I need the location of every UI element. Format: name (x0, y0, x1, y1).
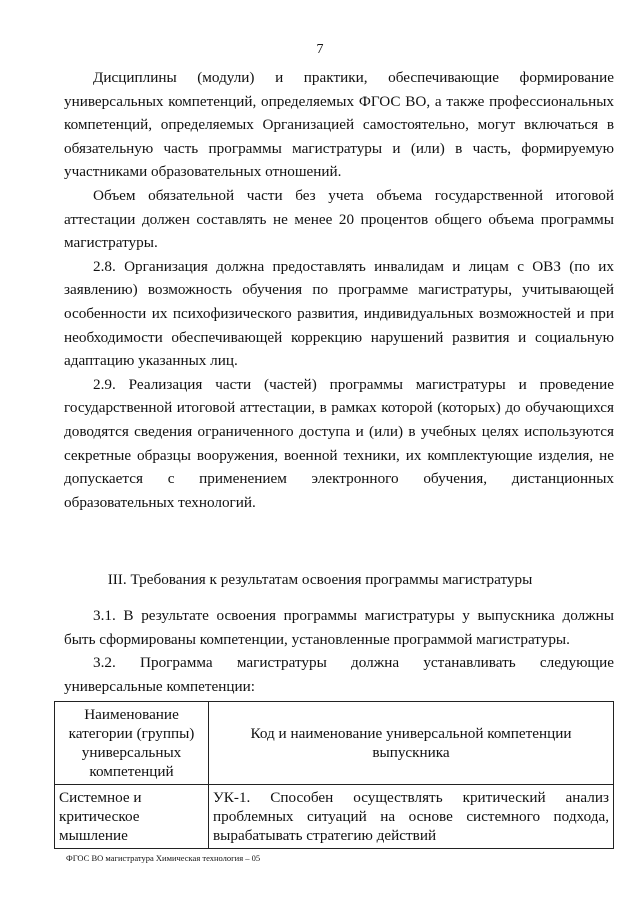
table-cell-competence: УК-1. Способен осуществлять критический анализ проблемных ситуаций на основе системного подхода, вырабатывать стратегию действий (209, 785, 614, 849)
paragraph-3-1: 3.1. В результате освоения программы магистратуры у выпускника должны быть сформированы компетенции, установленные программой магистратуры. (64, 607, 614, 648)
body-text-top (64, 66, 614, 514)
table-cell-category: Системное и критическое мышление (55, 785, 209, 849)
table-row (55, 785, 614, 849)
competencies-table (54, 701, 614, 849)
paragraph-2-8: 2.8. Организация должна предоставлять инвалидам и лицам с ОВЗ (по их заявлению) возможность обучения по программе магистратуры, учитывающей особенности их психофизического развития, индивидуальных возможностей и при необходимости обеспечивающей коррекцию нарушений развития и социальную адаптацию указанных лиц. (64, 257, 614, 370)
table-header-competence: Код и наименование универсальной компетенции выпускника (209, 702, 614, 785)
section-heading: III. Требования к результатам освоения программы магистратуры (107, 571, 533, 588)
paragraph-mandatory-part-volume: Объем обязательной части без учета объема государственной итоговой аттестации должен составлять не менее 20 процентов общего объема программы магистратуры. (64, 186, 614, 252)
body-text-bottom (64, 604, 614, 698)
table-header-row (55, 702, 614, 785)
paragraph-disciplines: Дисциплины (модули) и практики, обеспечивающие формирование универсальных компетенций, определяемых ФГОС ВО, а также профессиональных компетенций, определяемых Организацией самостоятельно, могут включаться в обязательную часть программы магистратуры и (или) в часть, формируемую участниками образовательных отношений. (64, 69, 614, 181)
page-footer: ФГОС ВО магистратура Химическая технология – 05 (66, 853, 261, 863)
page-number: 7 (316, 42, 324, 57)
paragraph-3-2: 3.2. Программа магистратуры должна устанавливать следующие универсальные компетенции: (64, 654, 614, 695)
paragraph-2-9: 2.9. Реализация части (частей) программы магистратуры и проведение государственной итоговой аттестации, в рамках которой (которых) до обучающихся доводятся сведения ограниченного доступа и (или) в учебных целях используются секретные образцы вооружения, военной техники, их комплектующие изделия, не допускается с применением электронного обучения, дистанционных образовательных технологий. (64, 375, 614, 511)
table-header-category: Наименование категории (группы) универсальных компетенций (55, 702, 209, 785)
